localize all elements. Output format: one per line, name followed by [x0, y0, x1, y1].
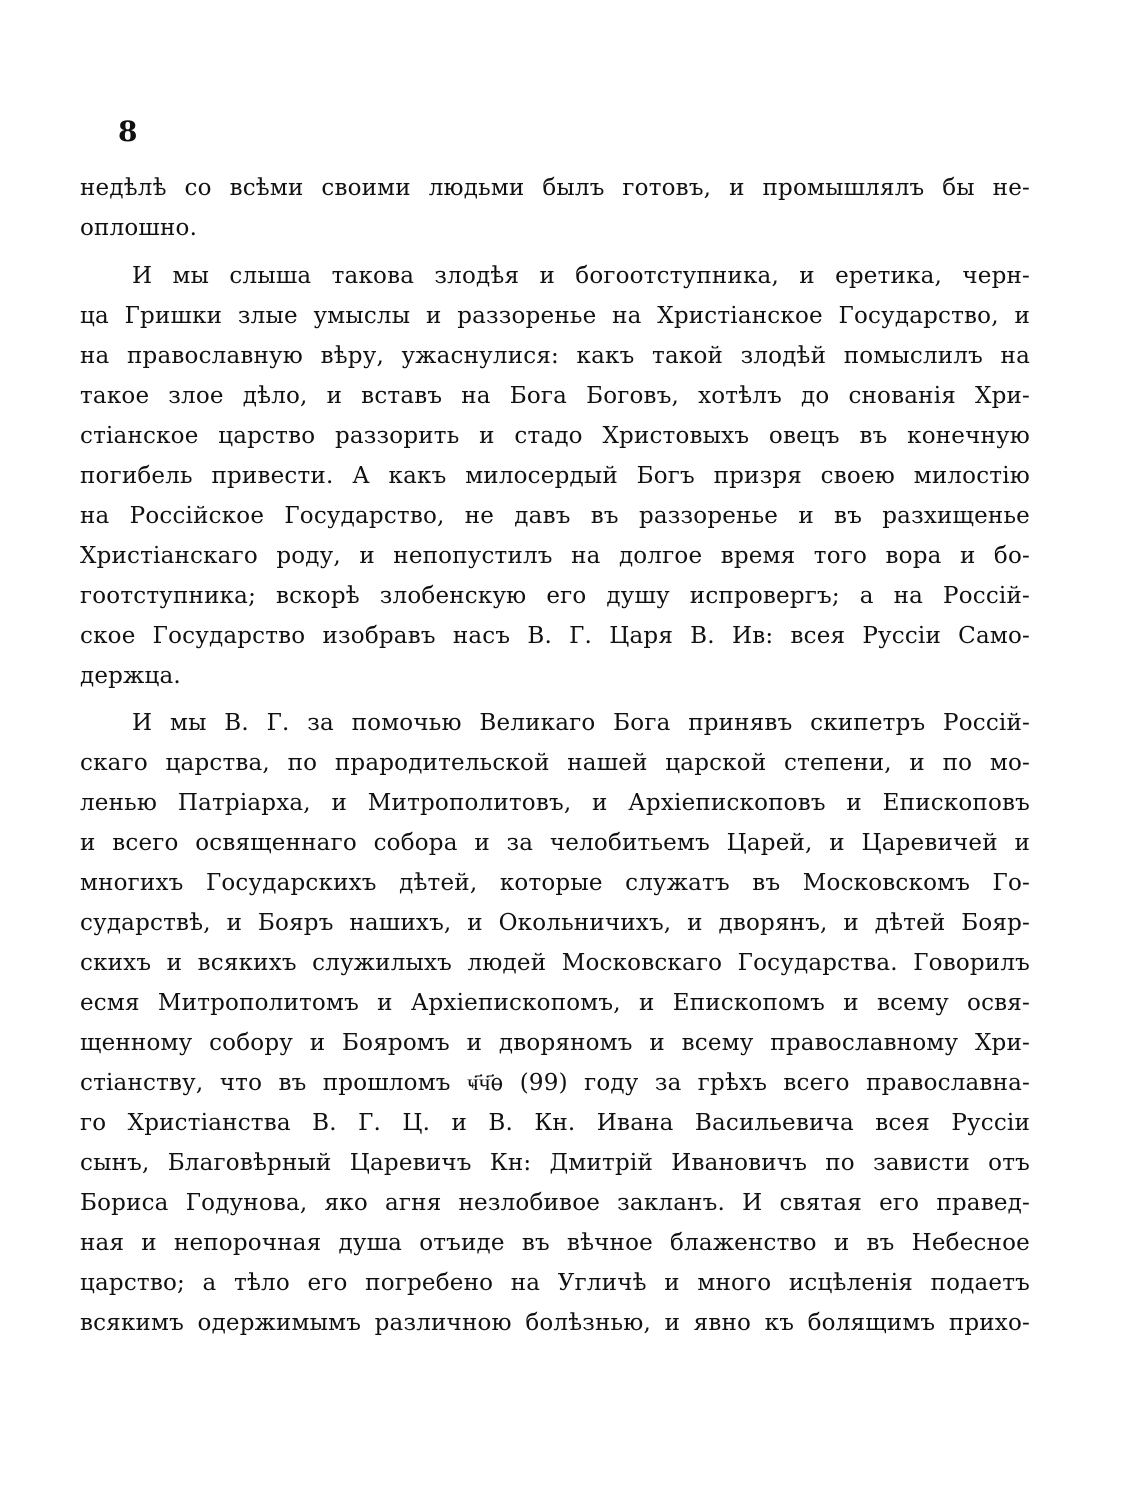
text-line: недѣлѣ со всѣми своими людьми былъ готовъ, и промышлялъ бы не- — [80, 175, 1030, 201]
paragraph-first-line: И мы В. Г. за помочью Великаго Бога принявъ скипетръ Россій- — [132, 710, 1030, 736]
text-line: оплошно. — [80, 215, 198, 241]
text-line: го Христіанства В. Г. Ц. и В. Кн. Ивана Васильевича всея Руссіи — [80, 1110, 1030, 1136]
text-line: ная и непорочная душа отъиде въ вѣчное блаженство и въ Небесное — [80, 1230, 1030, 1256]
page-number: 8 — [118, 115, 138, 148]
text-line: на православную вѣру, ужаснулися: какъ такой злодѣй помыслилъ на — [80, 343, 1030, 369]
text-line: скаго царства, по прародительской нашей царской степени, и по мо- — [80, 750, 1030, 776]
text-line: царство; а тѣло его погребено на Угличѣ и много исцѣленія подаетъ — [80, 1270, 1030, 1296]
text-line: всякимъ одержимымъ различною болѣзнью, и явно къ болящимъ прихо- — [80, 1310, 1030, 1336]
text-line: скихъ и всякихъ служилыхъ людей Московскаго Государства. Говорилъ — [80, 950, 1030, 976]
paragraph-first-line: И мы слыша такова злодѣя и богоотступника, и еретика, черн- — [132, 263, 1030, 289]
text-line: гоотступника; вскорѣ злобенскую его душу испровергъ; а на Россій- — [80, 583, 1030, 609]
text-line: щенному собору и Бояромъ и дворяномъ и всему православному Хри- — [80, 1030, 1030, 1056]
text-line: сынъ, Благовѣрный Царевичъ Кн: Дмитрій Ивановичъ по зависти отъ — [80, 1150, 1030, 1176]
text-line: Христіанскаго роду, и непопустилъ на долгое время того вора и бо- — [80, 543, 1030, 569]
text-line: на Россійское Государство, не давъ въ раззоренье и въ разхищенье — [80, 503, 1030, 529]
text-line: есмя Митрополитомъ и Архіепископомъ, и Епископомъ и всему освя- — [80, 990, 1030, 1016]
text-line: погибель привести. А какъ милосердый Богъ призря своею милостію — [80, 463, 1030, 489]
text-line: Бориса Годунова, яко агня незлобивое закланъ. И святая его правед- — [80, 1190, 1030, 1216]
text-line: держца. — [80, 663, 181, 689]
text-line: ское Государство изобравъ насъ В. Г. Царя В. Ив: всея Руссіи Само- — [80, 623, 1030, 649]
text-line: ца Гришки злые умыслы и раззоренье на Христіанское Государство, и — [80, 303, 1030, 329]
text-line: ленью Патріарха, и Митрополитовъ, и Архіепископовъ и Епископовъ — [80, 790, 1030, 816]
text-line: многихъ Государскихъ дѣтей, которые служатъ въ Московскомъ Го- — [80, 870, 1030, 896]
text-line: и всего освященнаго собора и за челобитьемъ Царей, и Царевичей и — [80, 830, 1030, 856]
text-line: стіанству, что въ прошломъ ҹ҃ч҃ѳ (99) году за грѣхъ всего православна- — [80, 1070, 1030, 1096]
text-line: стіанское царство раззорить и стадо Христовыхъ овецъ въ конечную — [80, 423, 1030, 449]
text-line: такое злое дѣло, и вставъ на Бога Боговъ, хотѣлъ до снованія Хри- — [80, 383, 1030, 409]
text-line: сударствѣ, и Бояръ нашихъ, и Окольничихъ, и дворянъ, и дѣтей Бояр- — [80, 910, 1030, 936]
